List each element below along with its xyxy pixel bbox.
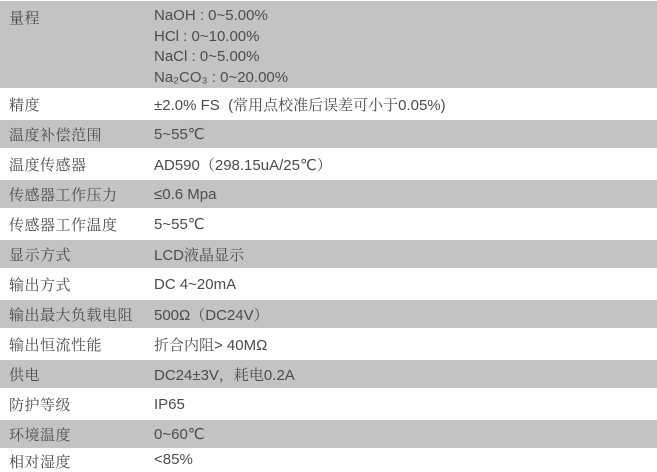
spec-value: IP65 xyxy=(154,395,185,413)
spec-label: 相对湿度 xyxy=(9,454,72,471)
spec-value: NaCl : 0~5.00% xyxy=(154,48,260,65)
spec-value: DC 4~20mA xyxy=(154,275,237,293)
spec-value-list xyxy=(154,1,288,88)
spec-value: 500Ω（DC24V） xyxy=(154,306,269,324)
table-row xyxy=(0,0,657,89)
table-row xyxy=(0,179,657,209)
spec-value: ±2.0% FS (常用点校准后误差可小于0.05%) xyxy=(154,96,446,114)
table-row xyxy=(0,119,657,149)
table-row xyxy=(0,359,657,389)
spec-value: 0~60℃ xyxy=(154,426,205,443)
table-row xyxy=(0,89,657,119)
spec-label: 输出方式 xyxy=(9,276,72,294)
table-row xyxy=(0,389,657,419)
spec-value: DC24±3V，耗电0.2A xyxy=(154,366,295,384)
spec-value: 折合内阻> 40MΩ xyxy=(154,336,268,354)
spec-label: 防护等级 xyxy=(9,396,72,414)
table-row xyxy=(0,329,657,359)
spec-label: 传感器工作温度 xyxy=(9,216,118,234)
spec-label: 温度补偿范围 xyxy=(9,126,103,144)
spec-value: 5~55℃ xyxy=(154,126,205,143)
spec-label: 精度 xyxy=(9,96,41,114)
spec-label: 温度传感器 xyxy=(9,156,87,174)
table-row xyxy=(0,209,657,239)
spec-value: AD590（298.15uA/25℃） xyxy=(154,156,332,174)
spec-value: 5~55℃ xyxy=(154,216,205,233)
spec-label: 环境温度 xyxy=(9,426,72,444)
table-row xyxy=(0,299,657,329)
table-row xyxy=(0,419,657,449)
spec-label: 供电 xyxy=(9,366,41,384)
table-row xyxy=(0,149,657,179)
spec-value: Na₂CO₃ : 0~20.00% xyxy=(154,68,289,86)
spec-value: HCl : 0~10.00% xyxy=(154,27,260,45)
table-row xyxy=(0,239,657,269)
spec-label: 量程 xyxy=(9,10,41,27)
spec-label: 显示方式 xyxy=(9,246,72,264)
spec-value: LCD液晶显示 xyxy=(154,246,245,264)
spec-label: 传感器工作压力 xyxy=(9,186,118,204)
spec-value: <85% xyxy=(154,451,193,468)
spec-value: ≤0.6 Mpa xyxy=(154,185,217,203)
spec-label: 输出最大负载电阻 xyxy=(9,306,134,324)
spec-value: NaOH : 0~5.00% xyxy=(154,7,268,24)
table-row xyxy=(0,449,657,472)
table-row xyxy=(0,269,657,299)
spec-label: 输出恒流性能 xyxy=(9,336,103,354)
